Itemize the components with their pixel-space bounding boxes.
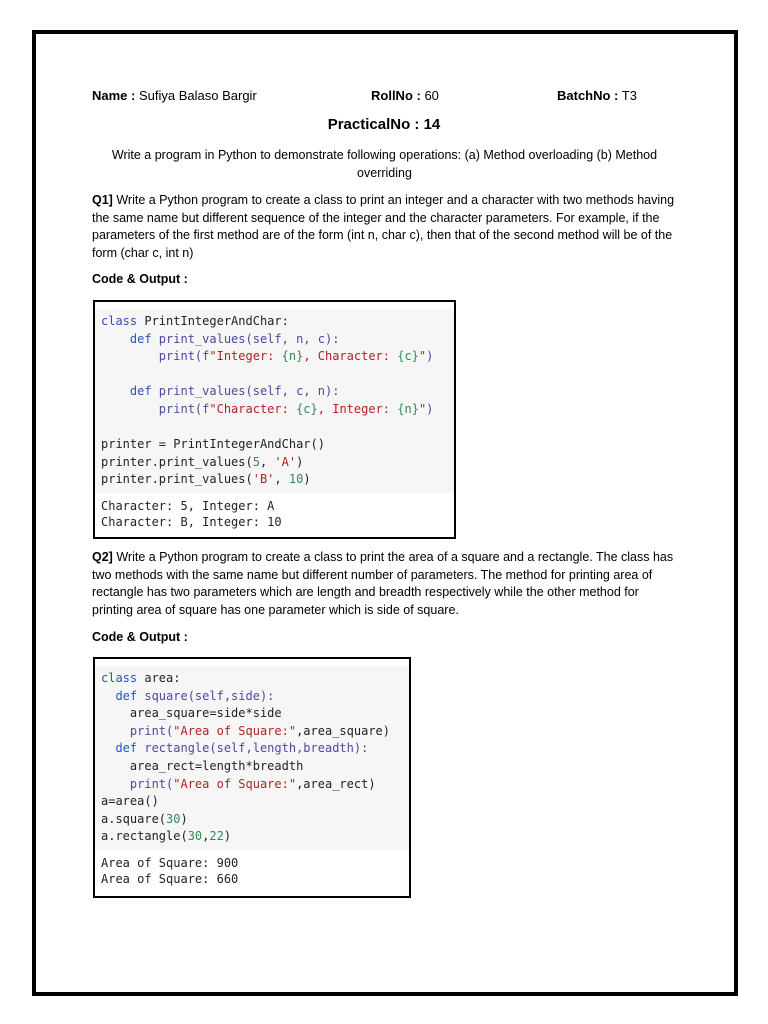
name-field (92, 88, 257, 103)
q1-code: class PrintIntegerAndChar: def print_values(self, n, c): print(f"Integer: {n}, Character: {c}") def print_values(self, c, n): print(f"Character: {c}, Integer: {n}") printer = PrintIntegerAndChar() printer.print_values(5, 'A') printer.print_values('B', 10) (95, 309, 454, 493)
q1-label: Q1] (92, 193, 113, 207)
name-value: Sufiya Balaso Bargir (138, 88, 257, 103)
page-title: PracticalNo : 14 (327, 116, 441, 133)
roll-value: 60 (424, 88, 439, 103)
q1-code-box (93, 300, 456, 539)
intro-text: Write a program in Python to demonstrate following operations: (a) Method overloading (b) Method overriding (111, 148, 658, 180)
q1-code-label: Code & Output : (92, 272, 188, 286)
q1-text: Write a Python program to create a class to print an integer and a character with two methods having the same name but different sequence of the integer and the character parameters. For example, if the parameters of the first method are of the form (int n, char c), then that of the second method will be of the form (char c, int n) (92, 193, 675, 260)
q1-question (92, 192, 677, 262)
q1-output (95, 493, 454, 536)
roll-label: RollNo : (371, 88, 421, 103)
q2-label: Q2] (92, 550, 113, 564)
output-line: Character: 5, Integer: A (101, 498, 275, 513)
q2-code: class area: def square(self,side): area_square=side*side print("Area of Square:",area_square) def rectangle(self,length,breadth): area_rect=length*breadth print("Area of Square:",area_rect) a=area() a.square(30) a.rectangle(30,22) (95, 666, 409, 850)
batch-field (557, 88, 637, 103)
q2-text: Write a Python program to create a class to print the area of a square and a rectangle. The class has two methods with the same name but different number of parameters. The method for printing area of rectangle has two parameters which are length and breadth respectively while the other method for printing area of square has one parameter which is side of square. (92, 550, 674, 617)
output-line: Area of Square: 660 (101, 872, 239, 887)
name-label: Name : (92, 88, 136, 103)
q2-code-box (93, 657, 411, 898)
output-line: Area of Square: 900 (101, 855, 239, 870)
roll-field (371, 88, 439, 103)
q2-output (95, 850, 409, 893)
q2-code-label: Code & Output : (92, 630, 188, 644)
q2-question (92, 549, 677, 619)
output-line: Character: B, Integer: 10 (101, 515, 282, 530)
batch-label: BatchNo : (557, 88, 619, 103)
batch-value: T3 (621, 88, 637, 103)
